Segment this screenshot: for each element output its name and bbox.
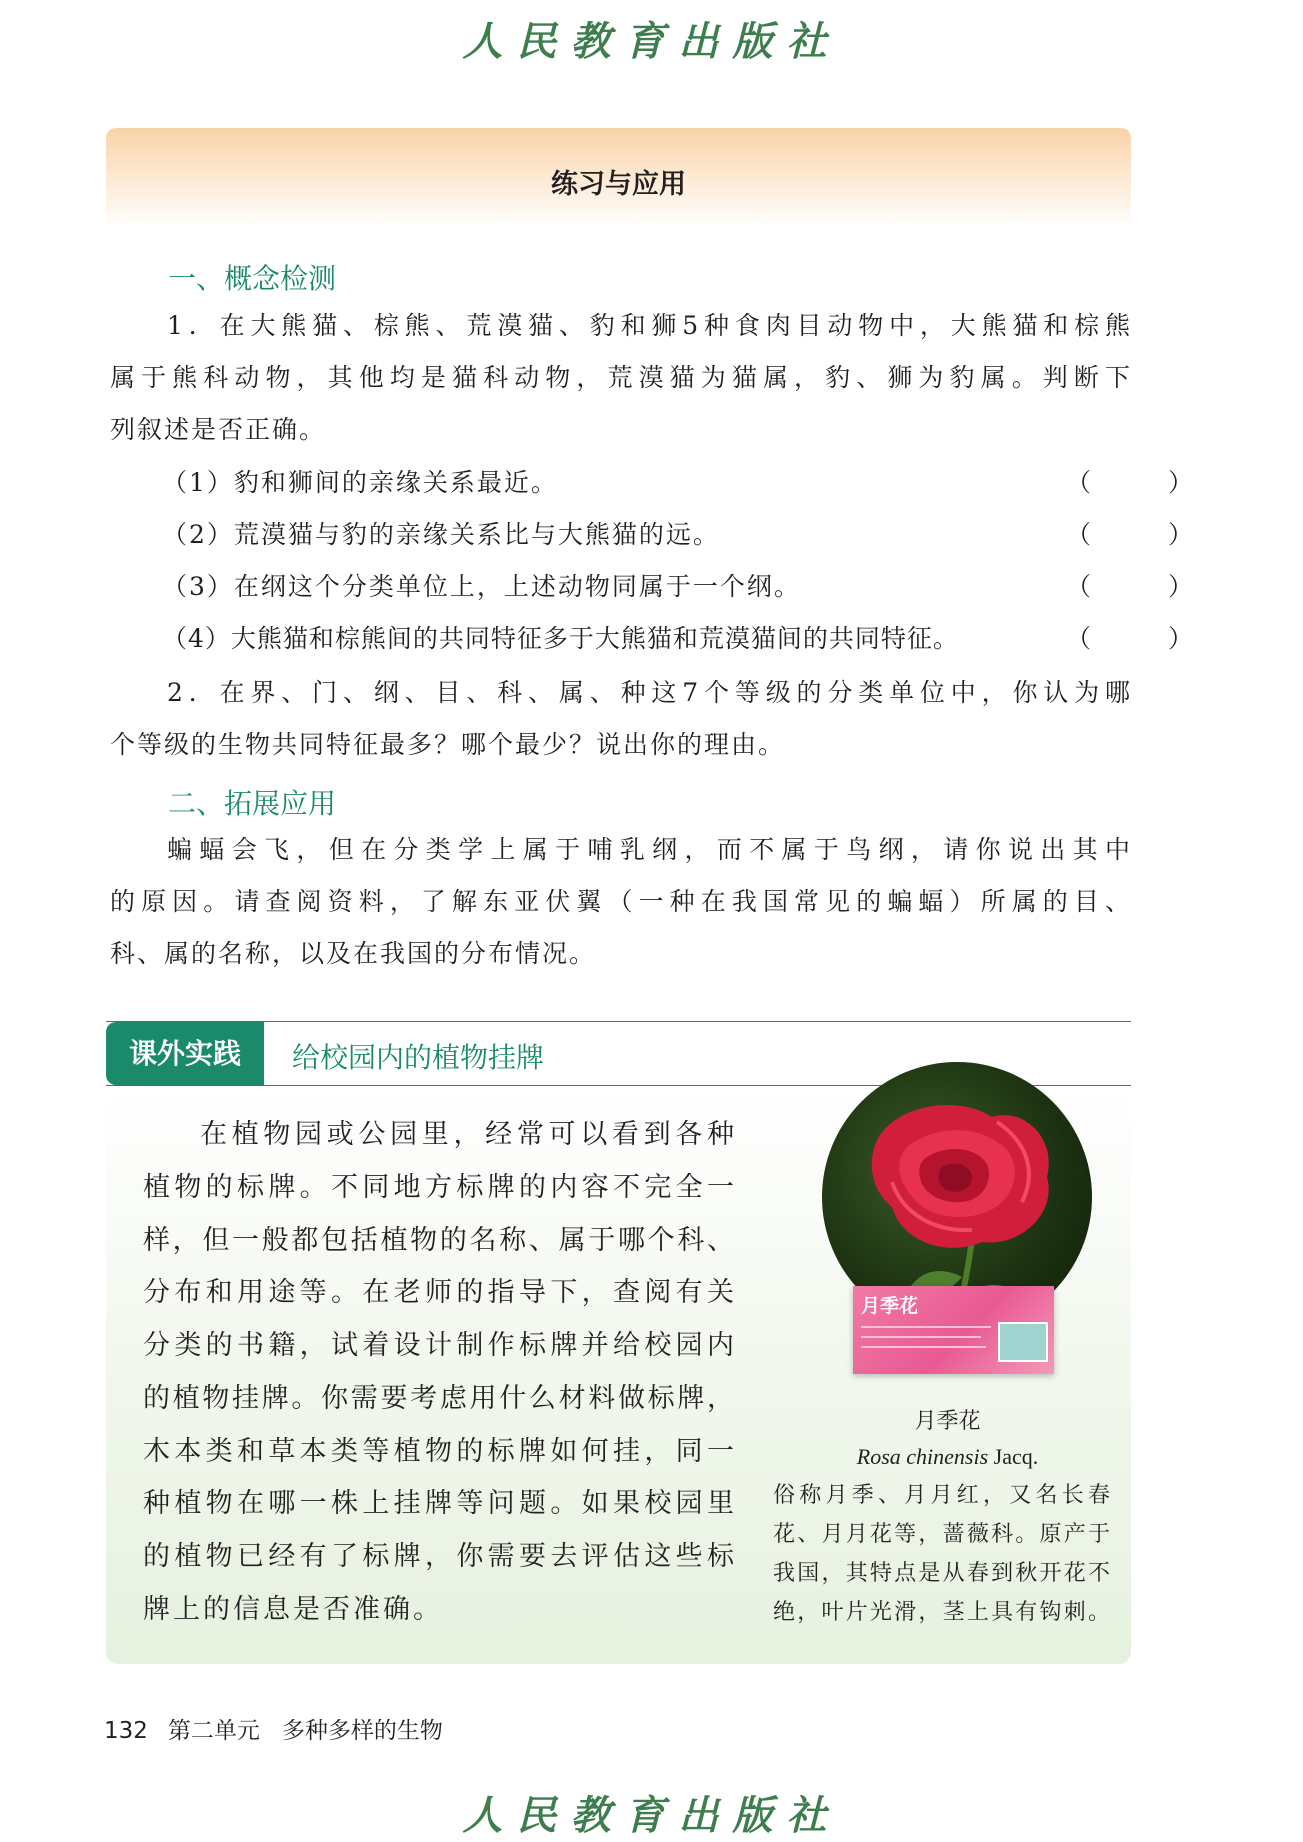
- answer-blank-4[interactable]: （ ）: [1066, 624, 1220, 653]
- section2-title: 二、拓展应用: [168, 787, 337, 820]
- practice-line-3: 样，但一般都包括植物的名称、属于哪个科、: [143, 1225, 735, 1256]
- q1-line-2: 属于熊科动物，其他均是猫科动物，荒漠猫为猫属，豹、狮为豹属。判断下: [110, 363, 1130, 392]
- publisher-watermark-top: 人民教育出版社: [462, 18, 841, 65]
- q1-line-1: 1．在大熊猫、棕熊、荒漠猫、豹和狮5种食肉目动物中，大熊猫和棕熊: [167, 311, 1130, 340]
- exercise-title: 练习与应用: [551, 169, 686, 200]
- caption-line-3: 我国，其特点是从春到秋开花不: [773, 1561, 1110, 1586]
- practice-line-7: 木本类和草本类等植物的标牌如何挂，同一: [143, 1436, 735, 1467]
- answer-blank-2[interactable]: （ ）: [1066, 520, 1220, 549]
- practice-line-4: 分布和用途等。在老师的指导下，查阅有关: [143, 1277, 735, 1308]
- answer-blank-3[interactable]: （ ）: [1066, 572, 1220, 601]
- q1-line-3: 列叙述是否正确。: [110, 415, 327, 444]
- caption-latin-author: Jacq.: [993, 1444, 1039, 1469]
- exercise-header-bar: [106, 128, 1131, 228]
- ext-line-3: 科、属的名称，以及在我国的分布情况。: [110, 939, 597, 968]
- q1-item-2: （2）荒漠猫与豹的亲缘关系比与大熊猫的远。: [162, 520, 720, 549]
- q2-line-1: 2．在界、门、纲、目、科、属、种这7个等级的分类单位中，你认为哪: [167, 678, 1130, 707]
- caption-line-2: 花、月月花等，蔷薇科。原产于: [773, 1522, 1110, 1547]
- practice-line-8: 种植物在哪一株上挂牌等问题。如果校园里: [143, 1488, 735, 1519]
- caption-line-4: 绝，叶片光滑，茎上具有钩刺。: [773, 1600, 1110, 1625]
- plant-label-title: 月季花: [861, 1295, 919, 1317]
- ext-line-2: 的原因。请查阅资料，了解东亚伏翼（一种在我国常见的蝙蝠）所属的目、: [110, 887, 1130, 916]
- q2-line-2: 个等级的生物共同特征最多？哪个最少？说出你的理由。: [110, 730, 786, 759]
- practice-line-9: 的植物已经有了标牌，你需要去评估这些标: [143, 1541, 735, 1572]
- q1-item-1: （1）豹和狮间的亲缘关系最近。: [162, 468, 558, 497]
- practice-line-2: 植物的标牌。不同地方标牌的内容不完全一: [143, 1172, 735, 1203]
- section1-title: 一、概念检测: [168, 262, 337, 295]
- plant-label-card: [853, 1286, 1054, 1374]
- footer-unit-title: 多种多样的生物: [281, 1718, 443, 1744]
- caption-latin: [770, 1444, 1125, 1470]
- ext-line-1: 蝙蝠会飞，但在分类学上属于哺乳纲，而不属于鸟纲，请你说出其中: [167, 835, 1130, 864]
- practice-line-6: 的植物挂牌。你需要考虑用什么材料做标牌，: [143, 1383, 735, 1414]
- practice-line-1: 在植物园或公园里，经常可以看到各种: [200, 1119, 735, 1150]
- practice-badge: 课外实践: [106, 1022, 264, 1085]
- practice-line-5: 分类的书籍，试着设计制作标牌并给校园内: [143, 1330, 735, 1361]
- caption-name: 月季花: [914, 1409, 981, 1434]
- footer-unit: 第二单元: [167, 1718, 260, 1744]
- page-number: 132: [104, 1718, 148, 1744]
- caption-line-1: 俗称月季、月月红，又名长春: [773, 1483, 1110, 1508]
- q1-item-4: （4）大熊猫和棕熊间的共同特征多于大熊猫和荒漠猫间的共同特征。: [162, 624, 959, 653]
- caption-latin-species: Rosa chinensis: [856, 1444, 989, 1469]
- practice-line-10: 牌上的信息是否准确。: [143, 1594, 443, 1625]
- publisher-watermark-bottom: 人民教育出版社: [462, 1792, 841, 1839]
- page-footer: [104, 1712, 443, 1745]
- answer-blank-1[interactable]: （ ）: [1066, 468, 1220, 497]
- q1-item-3: （3）在纲这个分类单位上，上述动物同属于一个纲。: [162, 572, 801, 601]
- practice-title: 给校园内的植物挂牌: [292, 1041, 545, 1074]
